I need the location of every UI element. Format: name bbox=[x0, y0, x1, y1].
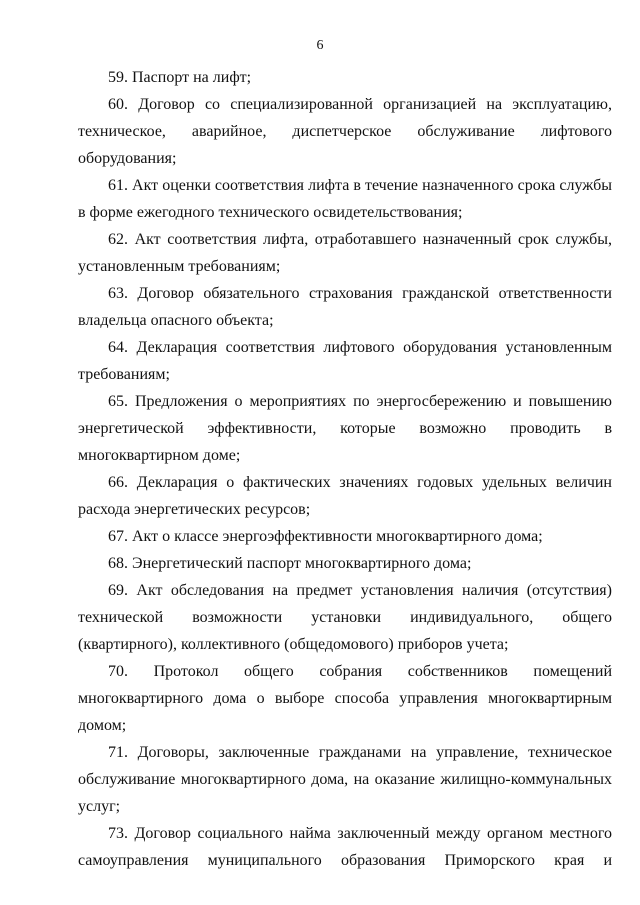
list-item-69: 69. Акт обследования на предмет установления наличия (отсутствия) технической возможности установки индивидуального, общего (квартирного), коллективного (общедомового) приборов учета; bbox=[78, 582, 612, 653]
list-item-68: 68. Энергетический паспорт многоквартирного дома; bbox=[108, 555, 472, 572]
list-item-64: 64. Декларация соответствия лифтового оборудования установленным требованиям; bbox=[78, 339, 612, 383]
list-item-62: 62. Акт соответствия лифта, отработавшего назначенный срок службы, установленным требованиям; bbox=[78, 231, 612, 275]
list-item-70: 70. Протокол общего собрания собственников помещений многоквартирного дома о выборе способа управления многоквартирным домом; bbox=[78, 663, 612, 734]
page-number: 6 bbox=[316, 38, 324, 53]
list-item-73: 73. Договор социального найма заключенный между органом местного самоуправления муниципального образования Приморского края и bbox=[78, 825, 612, 869]
list-item-71: 71. Договоры, заключенные гражданами на управление, техническое обслуживание многоквартирного дома, на оказание жилищно-коммунальных услуг; bbox=[78, 744, 612, 815]
list-item-63: 63. Договор обязательного страхования гражданской ответственности владельца опасного объекта; bbox=[78, 285, 612, 329]
list-item-61: 61. Акт оценки соответствия лифта в течение назначенного срока службы в форме ежегодного технического освидетельствования; bbox=[78, 177, 612, 221]
list-item-60: 60. Договор со специализированной организацией на эксплуатацию, техническое, аварийное, диспетчерское обслуживание лифтового оборудования; bbox=[78, 96, 612, 167]
list-item-66: 66. Декларация о фактических значениях годовых удельных величин расхода энергетических ресурсов; bbox=[78, 474, 612, 518]
list-item-67: 67. Акт о классе энергоэффективности многоквартирного дома; bbox=[108, 528, 543, 545]
list-item-65: 65. Предложения о мероприятиях по энергосбережению и повышению энергетической эффективности, которые возможно проводить в многоквартирном доме; bbox=[78, 393, 612, 464]
document-body bbox=[78, 64, 612, 874]
list-item-59: 59. Паспорт на лифт; bbox=[108, 69, 252, 86]
